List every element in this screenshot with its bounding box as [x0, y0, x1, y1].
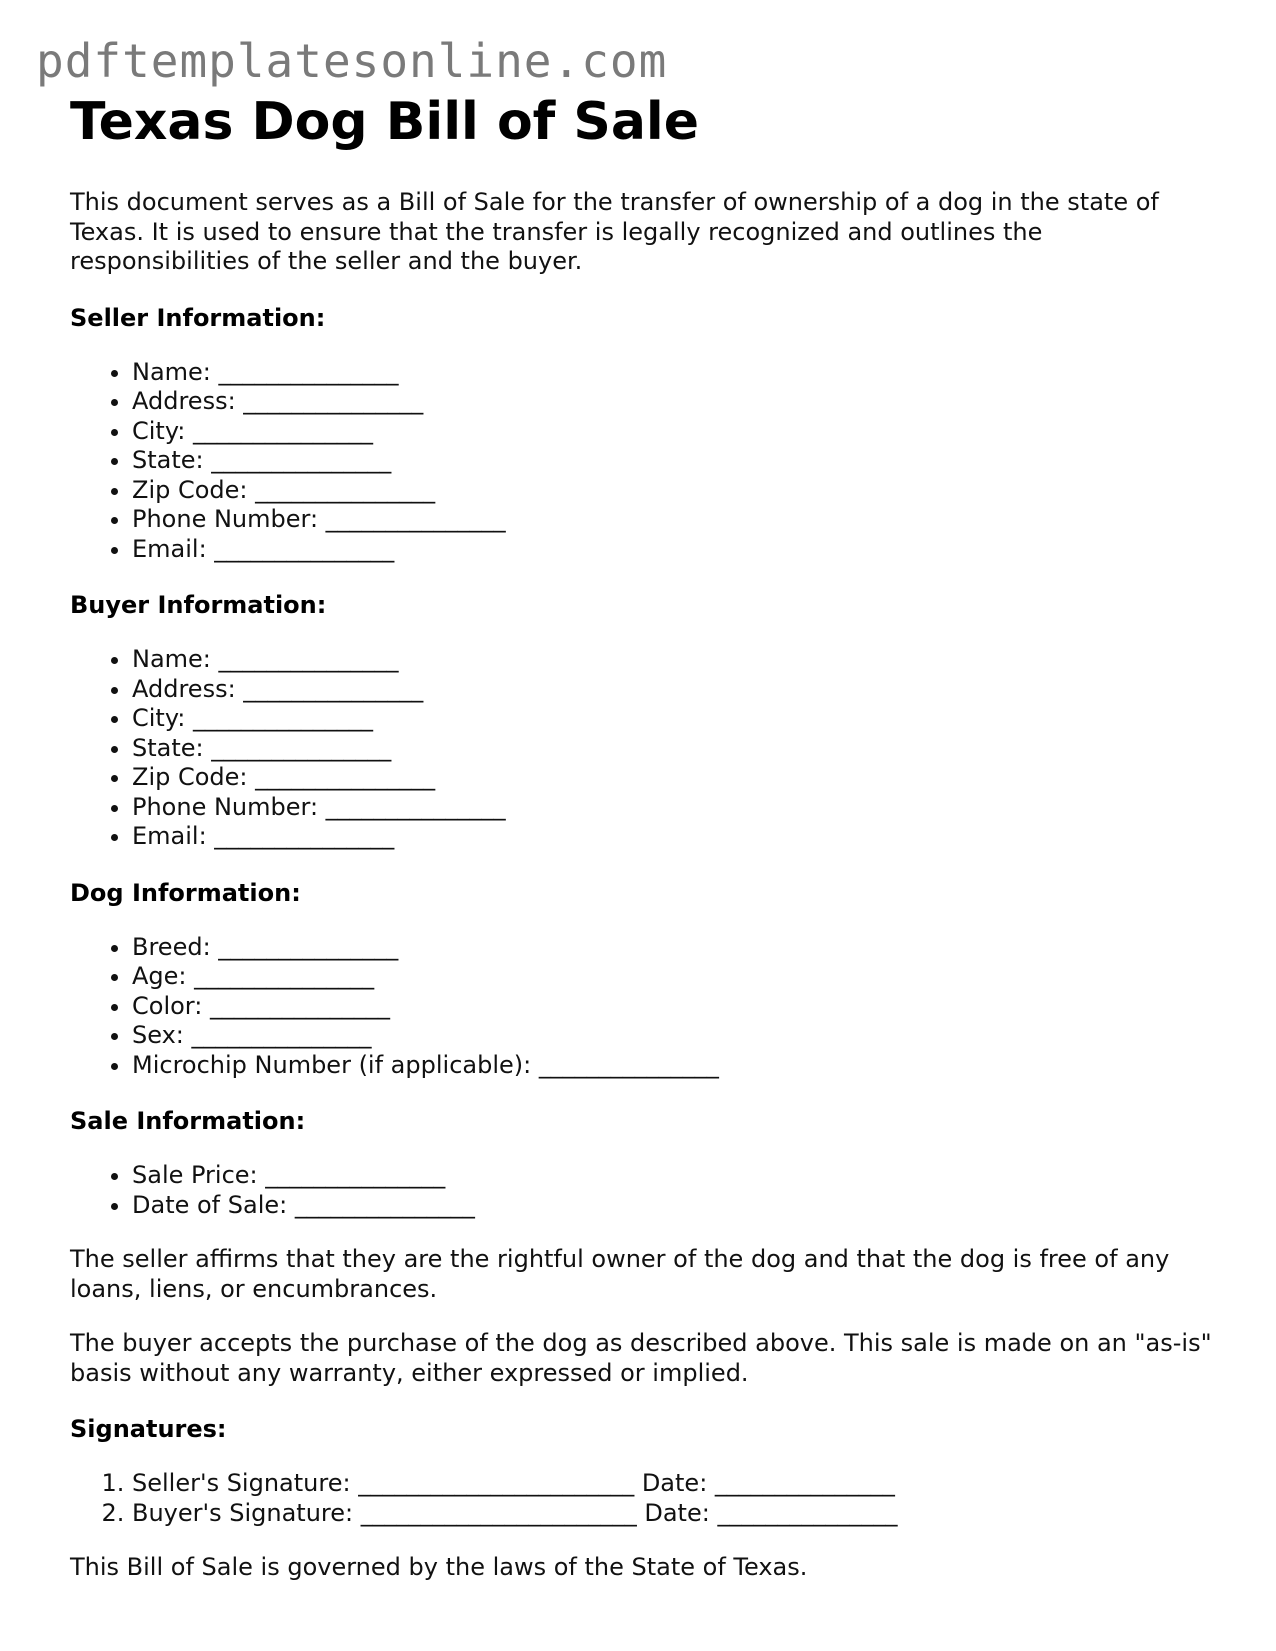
sale-date-field: • Date of Sale: _______________: [132, 1191, 1220, 1221]
governing-law-paragraph: This Bill of Sale is governed by the laws of the State of Texas.: [70, 1553, 808, 1581]
seller-city-field: • City: _______________: [132, 417, 1220, 447]
watermark: pdftemplatesonline.com: [36, 34, 668, 88]
dog-fields-list: [70, 933, 1220, 1081]
intro-paragraph: This document serves as a Bill of Sale for the transfer of ownership of a dog in the state of Texas. It is used to ensure that the transfer is legally recognized and outlines the responsibilities of the seller and the buyer.: [70, 188, 1159, 275]
buyer-zip-field: • Zip Code: _______________: [132, 763, 1220, 793]
signatures-list: [70, 1469, 1220, 1528]
buyer-signature-line: 2. Buyer's Signature: _______________________ Date: _______________: [132, 1499, 1220, 1529]
seller-heading: Seller Information:: [70, 303, 326, 332]
buyer-address-field: • Address: _______________: [132, 675, 1220, 705]
buyer-phone-field: • Phone Number: _______________: [132, 793, 1220, 823]
sale-fields-list: [70, 1161, 1220, 1220]
seller-address-field: • Address: _______________: [132, 387, 1220, 417]
seller-email-field: • Email: _______________: [132, 535, 1220, 565]
dog-color-field: • Color: _______________: [132, 992, 1220, 1022]
sale-heading: Sale Information:: [70, 1107, 306, 1135]
buyer-email-field: • Email: _______________: [132, 822, 1220, 852]
sale-price-field: • Sale Price: _______________: [132, 1161, 1220, 1191]
acceptance-paragraph: The buyer accepts the purchase of the dog as described above. This sale is made on an "as-is" basis without any warranty, either expressed or implied.: [70, 1329, 1212, 1387]
document-title: Texas Dog Bill of Sale: [70, 92, 700, 152]
dog-microchip-field: • Microchip Number (if applicable): _______________: [132, 1051, 1220, 1081]
buyer-fields-list: [70, 645, 1220, 852]
document-page: [70, 86, 1220, 1583]
seller-phone-field: • Phone Number: _______________: [132, 505, 1220, 535]
signatures-heading: Signatures:: [70, 1415, 227, 1443]
affirmation-paragraph: The seller affirms that they are the rightful owner of the dog and that the dog is free of any loans, liens, or encumbrances.: [70, 1245, 1170, 1303]
dog-breed-field: • Breed: _______________: [132, 933, 1220, 963]
seller-fields-list: [70, 358, 1220, 565]
dog-age-field: • Age: _______________: [132, 962, 1220, 992]
seller-zip-field: • Zip Code: _______________: [132, 476, 1220, 506]
seller-name-field: • Name: _______________: [132, 358, 1220, 388]
buyer-name-field: • Name: _______________: [132, 645, 1220, 675]
buyer-state-field: • State: _______________: [132, 734, 1220, 764]
seller-state-field: • State: _______________: [132, 446, 1220, 476]
dog-heading: Dog Information:: [70, 878, 301, 907]
dog-sex-field: • Sex: _______________: [132, 1021, 1220, 1051]
seller-signature-line: 1. Seller's Signature: _______________________ Date: _______________: [132, 1469, 1220, 1499]
buyer-heading: Buyer Information:: [70, 591, 327, 619]
buyer-city-field: • City: _______________: [132, 704, 1220, 734]
